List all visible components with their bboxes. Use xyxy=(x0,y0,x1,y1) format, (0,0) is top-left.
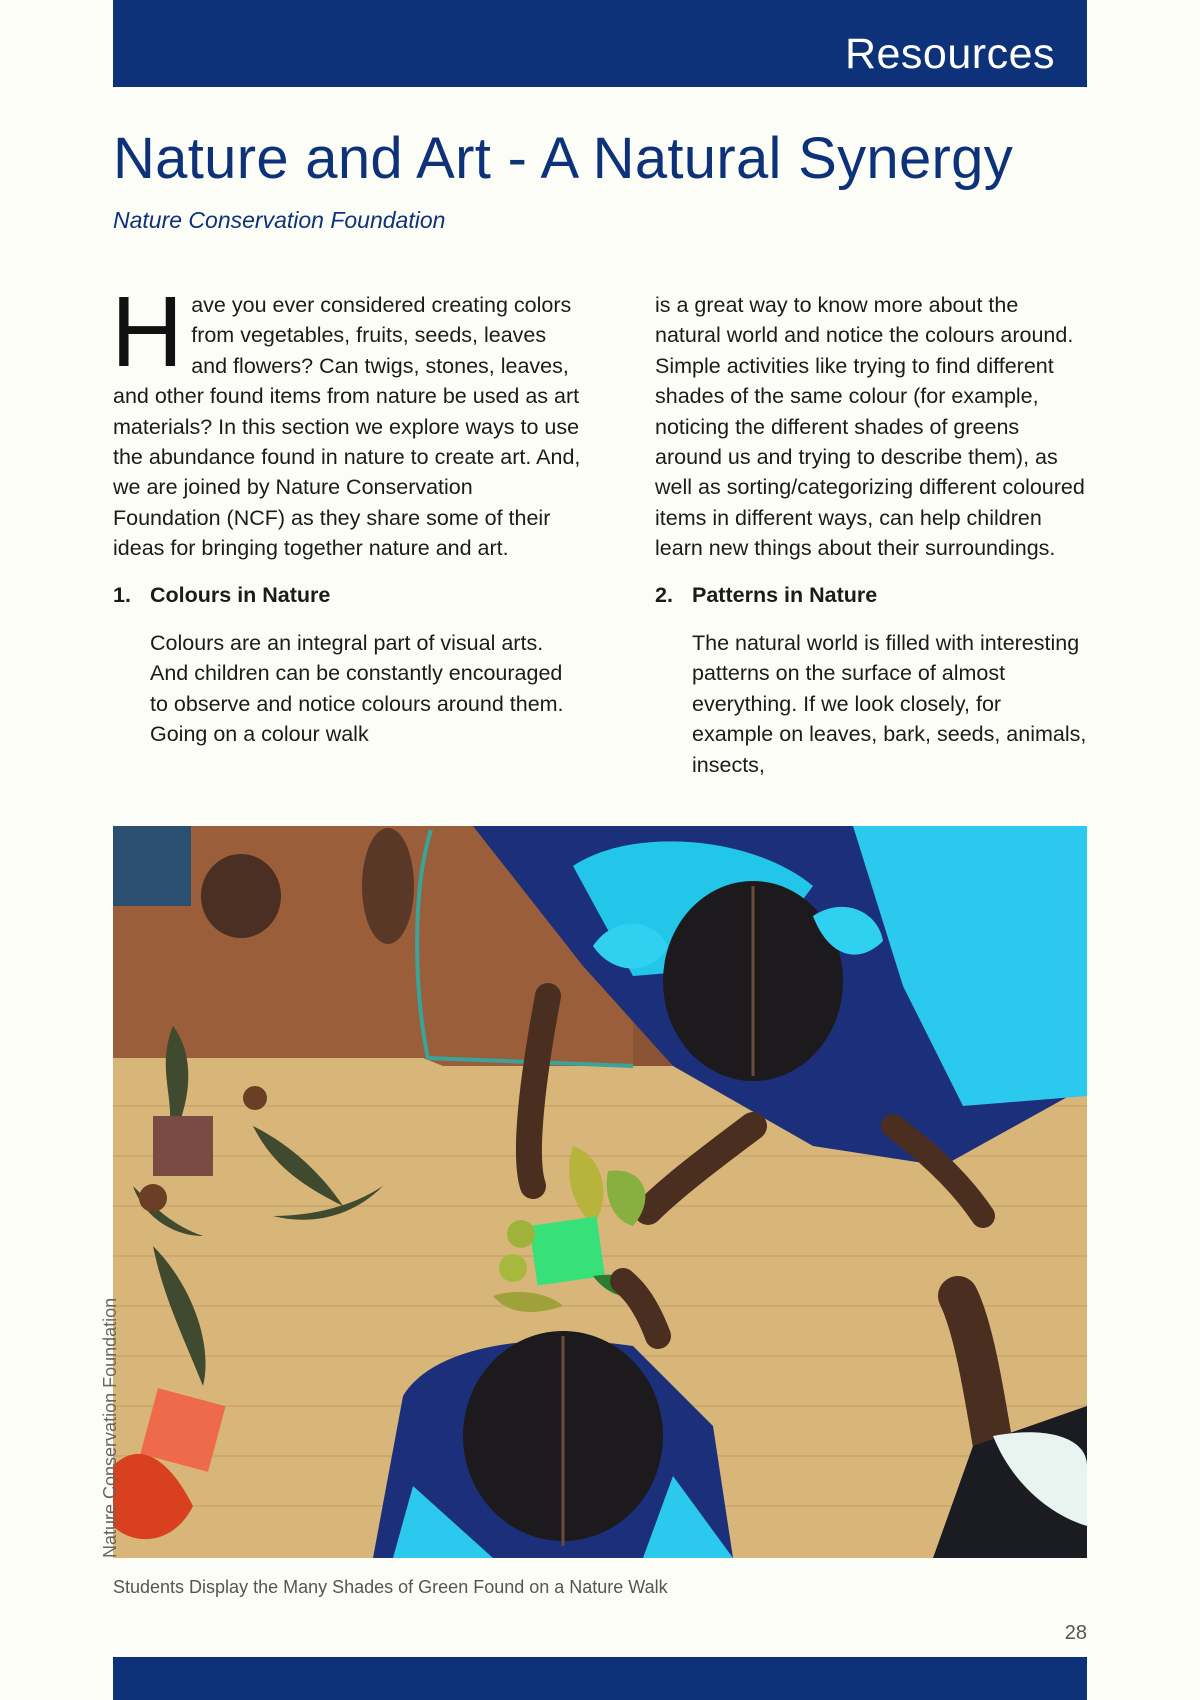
section-title: Patterns in Nature xyxy=(692,582,878,607)
right-column xyxy=(655,290,1087,780)
section-label: Resources xyxy=(844,30,1055,78)
section-body-colours: Colours are an integral part of visual arts. And children can be constantly encouraged to observe and notice colours around them. Going on a colour walk xyxy=(150,631,564,747)
intro-paragraph xyxy=(111,276,583,564)
left-column xyxy=(111,276,583,750)
photo-caption: Students Display the Many Shades of Green Found on a Nature Walk xyxy=(113,1577,668,1597)
footer-bar xyxy=(113,1657,1087,1700)
section-heading-colours xyxy=(113,580,583,610)
section-body-patterns: The natural world is filled with interesting patterns on the surface of almost everything. If we look closely, for example on leaves, bark, seeds, animals, insects, xyxy=(692,631,1087,777)
section-heading-patterns xyxy=(655,580,1087,610)
section-number: 2. xyxy=(655,582,673,607)
continuation-paragraph: is a great way to know more about the natural world and notice the colours around. Simple activities like trying to find different shades of the same colour (for example, noticing the different shades of greens around us and trying to describe them), as well as sorting/categorizing different coloured items in different ways, can help children learn new things about their surroundings. xyxy=(655,293,1085,561)
section-title: Colours in Nature xyxy=(150,582,331,607)
section-number: 1. xyxy=(113,582,131,607)
article-title: Nature and Art - A Natural Synergy xyxy=(113,126,1013,191)
photo-illustration xyxy=(113,826,1087,1558)
drop-cap: H xyxy=(111,276,184,388)
photo-credit: Nature Conservation Foundation xyxy=(100,1297,120,1558)
intro-text: ave you ever considered creating colors from vegetables, fruits, seeds, leaves and flowers? Can twigs, stones, leaves, and other found items from nature be used as art materials? In this section we explore ways to use the abundance found in nature to create art. And, we are joined by Nature Conservation Foundation (NCF) as they share some of their ideas for bringing together nature and art. xyxy=(113,293,581,561)
nature-walk-photo xyxy=(113,826,1087,1558)
article-author: Nature Conservation Foundation xyxy=(113,207,446,233)
page-number: 28 xyxy=(1064,1622,1087,1644)
header-bar xyxy=(113,0,1087,87)
